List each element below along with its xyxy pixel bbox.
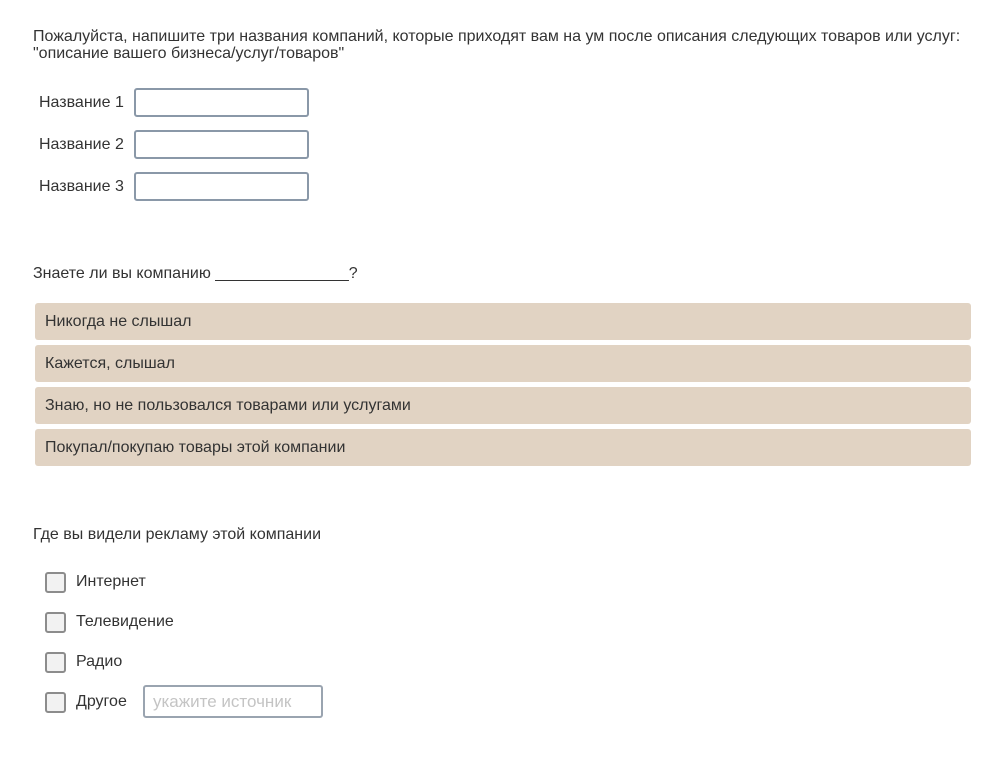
name-3-row <box>39 170 309 203</box>
name-1-label: Название 1 <box>39 93 124 111</box>
checkbox-tv-label[interactable]: Телевидение <box>76 613 174 630</box>
option-label: Никогда не слышал <box>45 312 192 330</box>
checkbox-internet-label[interactable]: Интернет <box>76 573 146 590</box>
checkbox-row-other <box>45 690 127 714</box>
checkbox-tv[interactable] <box>45 612 66 633</box>
option-know-not-used[interactable] <box>35 387 971 424</box>
name-3-label: Название 3 <box>39 177 124 195</box>
question-1-text: Пожалуйста, напишите три названия компаний, которые приходят вам на ум после описания следующих товаров или услуг: "описание вашего бизнеса/услуг/товаров" <box>33 28 961 62</box>
option-label: Кажется, слышал <box>45 354 175 372</box>
name-1-input[interactable] <box>134 88 309 117</box>
other-source-input[interactable] <box>143 685 323 718</box>
option-bought[interactable] <box>35 429 971 466</box>
name-2-row <box>39 128 309 161</box>
question-3-text: Где вы видели рекламу этой компании <box>33 526 322 543</box>
checkbox-internet[interactable] <box>45 572 66 593</box>
checkbox-radio[interactable] <box>45 652 66 673</box>
name-2-input[interactable] <box>134 130 309 159</box>
option-label: Покупал/покупаю товары этой компании <box>45 438 346 456</box>
option-never-heard[interactable] <box>35 303 971 340</box>
checkbox-row-tv <box>45 610 174 634</box>
checkbox-row-radio <box>45 650 122 674</box>
option-think-heard[interactable] <box>35 345 971 382</box>
checkbox-row-internet <box>45 570 146 594</box>
name-2-label: Название 2 <box>39 135 124 153</box>
option-label: Знаю, но не пользовался товарами или услугами <box>45 396 411 414</box>
name-1-row <box>39 86 309 119</box>
checkbox-other[interactable] <box>45 692 66 713</box>
question-2-text: Знаете ли вы компанию _______________? <box>33 265 358 282</box>
checkbox-other-label[interactable]: Другое <box>76 693 127 710</box>
checkbox-radio-label[interactable]: Радио <box>76 653 123 670</box>
name-3-input[interactable] <box>134 172 309 201</box>
